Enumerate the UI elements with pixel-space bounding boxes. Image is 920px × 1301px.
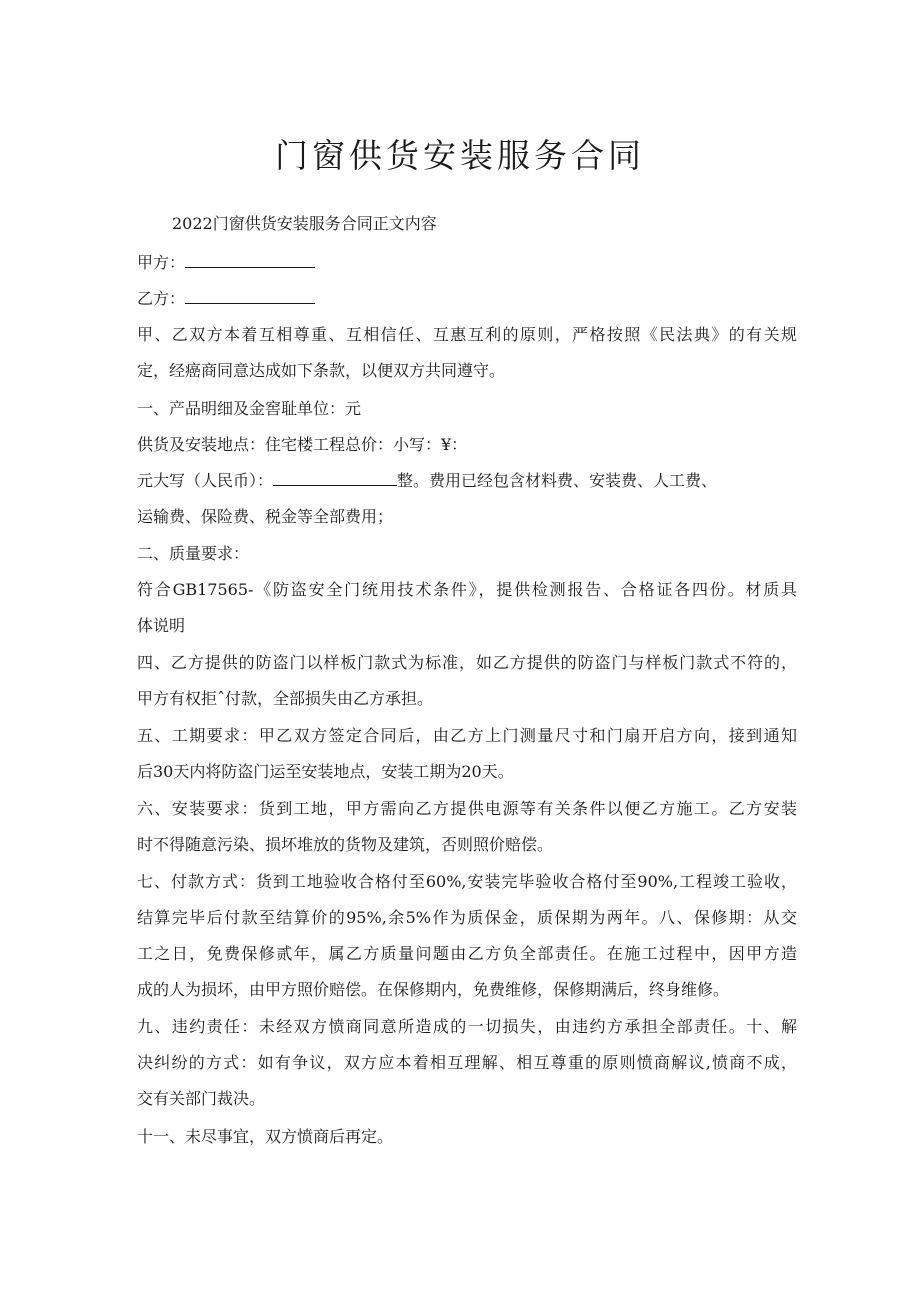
section-1-fees: 运输费、保险费、税金等全部费用； bbox=[137, 507, 394, 526]
section-1-location: 供货及安装地点：住宅楼工程总价：小写：¥： bbox=[137, 435, 468, 454]
section-6-line-1: 六、安装要求：货到工地，甲方需向乙方提供电源等有关条件以便乙方施工。乙方安装 bbox=[137, 799, 797, 818]
document-title: 门窗供货安装服务合同 bbox=[275, 136, 645, 175]
section-1-amount-line bbox=[137, 469, 797, 493]
amount-blank bbox=[273, 469, 397, 486]
preamble-line-1: 甲、乙双方本着互相尊重、互相信任、互惠互利的原则，严格按照《民法典》的有关规 bbox=[137, 325, 797, 344]
amount-prefix: 元大写（人民币）： bbox=[137, 471, 274, 490]
party-a-line bbox=[137, 251, 797, 275]
section-9-line-2: 决纠纷的方式：如有争议，双方应本着相互理解、相互尊重的原则愤商解议,愤商不成， bbox=[137, 1053, 797, 1072]
party-b-blank bbox=[185, 287, 315, 304]
section-7-line-3: 工之日，免费保修贰年，属乙方质量问题由乙方负全部责任。在施工过程中，因甲方造 bbox=[137, 944, 797, 963]
section-5-line-2: 后30天内将防盗门运至安装地点，安装工期为20天。 bbox=[137, 762, 514, 781]
section-7-line-1: 七、付款方式：货到工地验收合格付至60%,安装完毕验收合格付至90%,工程竣工验收， bbox=[137, 872, 797, 891]
section-7-line-4: 成的人为损坏，由甲方照价赔偿。在保修期内，免费维修，保修期满后，终身维修。 bbox=[137, 980, 730, 999]
party-b-line bbox=[137, 287, 797, 311]
section-1-heading: 一、产品明细及金窖耻单位：元 bbox=[137, 399, 362, 418]
section-2-body-line-2: 体说明 bbox=[137, 616, 186, 635]
section-7-line-2: 结算完毕后付款至结算价的95%,余5%作为质保金，质保期为两年。八、保修期：从交 bbox=[137, 908, 797, 927]
section-4-line-1: 四、乙方提供的防盗门以样板门款式为标准，如乙方提供的防盗门与样板门款式不符的， bbox=[137, 653, 797, 672]
party-a-blank bbox=[185, 251, 315, 268]
preamble-line-2: 定，经癌商同意达成如下条款，以便双方共同遵守。 bbox=[137, 361, 506, 380]
section-4-line-2: 甲方有权拒ˆ付款，全部损失由乙方承担。 bbox=[137, 689, 434, 708]
section-11: 十一、未尽事宜，双方愤商后再定。 bbox=[137, 1127, 394, 1146]
subtitle: 2022门窗供货安装服务合同正文内容 bbox=[172, 214, 437, 233]
amount-suffix: 整。费用已经包含材料费、安装费、人工费、 bbox=[397, 471, 718, 490]
party-a-label: 甲方： bbox=[137, 253, 186, 272]
section-2-heading: 二、质量要求： bbox=[137, 544, 250, 563]
section-9-line-1: 九、违约责任：未经双方愤商同意所造成的一切损失，由违约方承担全部责任。十、解 bbox=[137, 1017, 797, 1036]
section-9-line-3: 交有关部门裁决。 bbox=[137, 1089, 266, 1108]
section-5-line-1: 五、工期要求：甲乙双方签定合同后，由乙方上门测量尺寸和门扇开启方向，接到通知 bbox=[137, 726, 797, 745]
party-b-label: 乙方： bbox=[137, 289, 186, 308]
section-6-line-2: 时不得随意污染、损坏堆放的货物及建筑，否则照价赔偿。 bbox=[137, 835, 554, 854]
section-2-body-line-1: 符合GB17565-《防盗安全门统用技术条件》，提供检测报告、合格证各四份。材质具 bbox=[137, 580, 797, 599]
